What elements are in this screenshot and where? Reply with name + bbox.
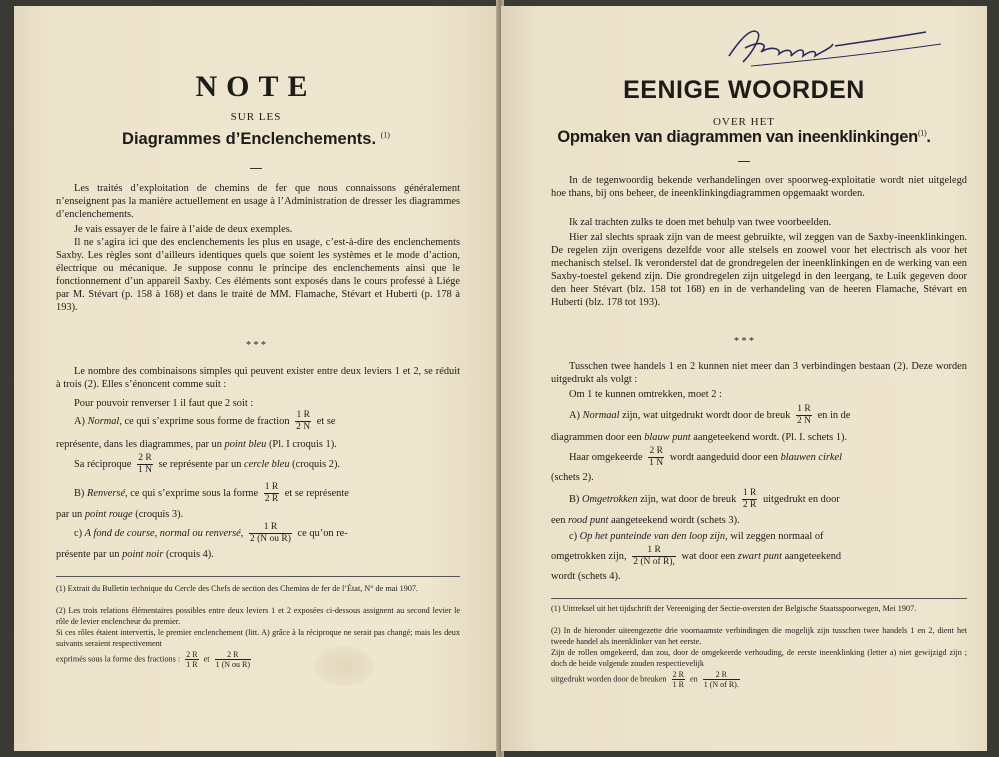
footnote-rule xyxy=(551,598,967,599)
right-page xyxy=(501,6,987,751)
left-paragraph-5 xyxy=(56,397,460,410)
right-paragraph-1 xyxy=(551,174,967,200)
fn-fraction-2r-1r: $\frac{2 R}{1 R}$ xyxy=(186,650,198,669)
left-case-c-line2: présente par un point noir (croquis 4). xyxy=(56,549,214,560)
right-footnote-1: (1) Uittreksel uit het tijdschrift der Vereeniging der Sectie-oversten der Belgische Staatsspoorwegen, Mei 1907. xyxy=(551,604,917,613)
subtitle-sur-les: SUR LES xyxy=(230,111,282,123)
section-stars: * * * xyxy=(246,340,266,351)
left-p4-text: Le nombre des combinaisons simples qui peuvent exister entre deux leviers 1 et 2, se réduit à trois (2). Elles s’énoncent comme suit : xyxy=(56,366,460,390)
left-p5-text: Pour pouvoir renverser 1 il faut que 2 soit : xyxy=(74,398,254,409)
left-reciprocal: Sa réciproque $\frac{2 R}{1 N}$ se représente par un cercle bleu (croquis 2). xyxy=(74,453,341,475)
right-p1-text: In de tegenwoordig bekende verhandelingen over spoorweg-exploitatie wordt niet uitgelegd hoe thans, bij ons beheer, de ineenklinkingdiagrammen opgemaakt worden. xyxy=(551,175,967,199)
right-case-c-line2: omgetrokken zijn, $\frac{1 R}{\text{2 (N of R),}}$ wat door een zwart punt aangeteekend xyxy=(551,545,842,567)
right-case-b: B) Omgetrokken zijn, wat door de breuk $\frac{1 R}{2 R}$ uitgedrukt en door xyxy=(569,488,840,510)
left-case-b: B) Renversé, ce qui s’exprime sous la forme $\frac{1 R}{2 R}$ et se représente xyxy=(74,482,349,504)
left-case-b-line2: par un point rouge (croquis 3). xyxy=(56,509,184,520)
right-heading: Opmaken van diagrammen van ineenklinkingen$^{(1)}$. xyxy=(557,128,931,146)
left-footnote-1: (1) Extrait du Bulletin technique du Cercle des Chefs de section des Chemins de fer de l’État, N° de mai 1907. xyxy=(56,584,419,593)
right-p5-text: Om 1 te kunnen omtrekken, moet 2 : xyxy=(569,389,722,400)
left-paragraph-1 xyxy=(56,182,460,221)
left-heading-footnote-ref: (1) xyxy=(380,130,390,140)
left-footnote-3: Si ces rôles étaient intervertis, le premier enclenchement (litt. A) grâce à la réciproque ne serait pas changé; mais les deux suivants seraient respectivement xyxy=(56,628,460,648)
right-heading-footnote-ref: (1) xyxy=(917,128,927,138)
divider-dash xyxy=(738,161,750,162)
fraction-1r-2n: $\frac{1 R}{2 N}$ xyxy=(296,410,311,432)
handwritten-signature xyxy=(721,18,961,78)
left-footnote-2: (2) Les trois relations élémentaires possibles entre deux leviers 1 et 2 exposées ci-dessous assignent au second levier le rôle de levier enclencheur du premier. xyxy=(56,606,460,626)
left-page xyxy=(14,6,498,751)
left-p1-text: Les traités d’exploitation de chemins de fer que nous connaissons généralement n’enseignent pas la manière actuellement en usage à l’Administration de dresser les diagrammes d’enclenchements. xyxy=(56,183,460,220)
left-heading xyxy=(14,130,498,149)
right-reciprocal: Haar omgekeerde $\frac{2 R}{1 N}$ wordt aangeduid door een blauwen cirkel xyxy=(569,446,843,468)
right-p2-text: Ik zal trachten zulks te doen met behulp van twee voorbeelden. xyxy=(569,217,832,228)
right-reciprocal-line2: (schets 2). xyxy=(551,472,594,483)
right-case-b-line2: een rood punt aangeteekend wordt (schets 3). xyxy=(551,515,740,526)
right-case-a-line2: diagrammen door een blauw punt aangeteekend wordt. (Pl. I. schets 1). xyxy=(551,432,848,443)
fraction-2r-1n: $\frac{2 R}{1 N}$ xyxy=(649,446,664,468)
fn-fraction-2r-1-n-of-r: $\frac{2 R}{\text{1 (N of R).}}$ xyxy=(703,670,739,689)
left-paragraph-4 xyxy=(56,365,460,391)
divider-dash xyxy=(250,168,262,169)
left-paragraph-2 xyxy=(56,223,460,236)
right-footnote-2: (2) In de hieronder uiteengezette drie voornaamste verbindingen die mogelijk zijn tusschen twee handels 1 en 2, dient het tweede handel als ineenklinker van het eerste. xyxy=(551,626,967,646)
right-p3-text: Hier zal slechts spraak zijn van de meest gebruikte, wil zeggen van de Saxby-ineenklinkingen. De regelen zijn overigens dezelfde voor alle stelsels en zoowel voor het electrisch als voor het mechanisch stelsel. Ik veronderstel dat de grondregelen der ineenklinkingen en de werking van een Saxby-toestel gekend zijn. Die grondregelen zijn uitgelegd in den leergang, te Luik gegeven door den heer Stévart (blz. 158 tot 168) en in de verhandeling van de heeren Flamache, Stévart en Huberti (blz. 178 tot 193). xyxy=(551,232,967,308)
right-paragraph-2 xyxy=(551,216,967,229)
right-p4-text: Tusschen twee handels 1 en 2 kunnen niet meer dan 3 verbindingen bestaan (2). Deze worden uitgedrukt als volgt : xyxy=(551,361,967,385)
left-p3-text: Il ne s’agira ici que des enclenchements les plus en usage, c’est-à-dire des enclenchements Saxby. Les règles sont d’ailleurs identiques quels que soient les systèmes et le mode d’action, électrique ou mécanique. Je suppose connu le principe des enclenchements ainsi que le fonctionnement d’un appareil Saxby. Ces éléments sont exposés dans le cours professé à Liége par M. Stévart (p. 158 à 168) et dans le traité de MM. Flamache, Stévart et Huberti (p. 178 à 193). xyxy=(56,237,460,313)
page-title-note: NOTE xyxy=(195,70,317,103)
left-paragraph-3 xyxy=(56,236,460,314)
footnote-rule xyxy=(56,576,460,577)
page-title-eenige-woorden: EENIGE WOORDEN xyxy=(623,76,865,104)
section-stars: * * * xyxy=(734,336,754,347)
fraction-2r-1n: $\frac{2 R}{1 N}$ xyxy=(138,453,153,475)
right-paragraph-3 xyxy=(551,231,967,309)
paper-stain xyxy=(314,646,374,686)
fn-fraction-2r-1-n-ou-r: $\frac{2 R}{\text{1 (N ou R)}}$ xyxy=(215,650,251,669)
left-case-a: A) Normal, ce qui s’exprime sous forme de fraction $\frac{1 R}{2 N}$ et se xyxy=(74,410,336,432)
fraction-1r-2-n-of-r: $\frac{1 R}{\text{2 (N of R),}}$ xyxy=(633,545,675,567)
right-footnote-4: uitgedrukt worden door de breuken $\frac{2 R}{1 R}$ en $\frac{2 R}{\text{1 (N of R).}}$ xyxy=(551,670,739,689)
fraction-1r-2n: $\frac{1 R}{2 N}$ xyxy=(796,404,811,426)
right-case-c-line3: wordt (schets 4). xyxy=(551,571,621,582)
left-case-a-line2: représente, dans les diagrammes, par un point bleu (Pl. I croquis 1). xyxy=(56,439,337,450)
right-case-c: c) Op het punteinde van den loop zijn, wil zeggen normaal of xyxy=(569,531,824,542)
fraction-1r-2r: $\frac{1 R}{2 R}$ xyxy=(742,488,757,510)
left-p2-text: Je vais essayer de le faire à l’aide de deux exemples. xyxy=(74,224,293,235)
subtitle-over-het: OVER HET xyxy=(712,116,776,128)
left-case-c: c) A fond de course, normal ou renversé, $\frac{1 R}{\text{2 (N ou R)}}$ ce qu’on re- xyxy=(74,522,348,544)
left-heading-text: Diagrammes d’Enclenchements. xyxy=(122,130,377,148)
right-footnote-3: Zijn de rollen omgekeerd, dan zou, door de omgekeerde verhouding, de eerste ineenklinking (letter a) niet gewijzigd zijn ; doch de beide volgende zouden respectievelijk xyxy=(551,648,967,668)
right-paragraph-4 xyxy=(551,360,967,386)
right-paragraph-5 xyxy=(551,388,967,401)
fraction-1r-2-n-ou-r: $\frac{1 R}{\text{2 (N ou R)}}$ xyxy=(250,522,291,544)
fraction-1r-2r: $\frac{1 R}{2 R}$ xyxy=(264,482,279,504)
fn-fraction-2r-1r: $\frac{2 R}{1 R}$ xyxy=(672,670,684,689)
right-case-a: A) Normaal zijn, wat uitgedrukt wordt door de breuk $\frac{1 R}{2 N}$ en in de xyxy=(569,404,851,426)
right-heading-text: Opmaken van diagrammen van ineenklinkingen xyxy=(557,128,918,146)
left-footnote-4: exprimés sous la forme des fractions : $\frac{2 R}{1 R}$ et $\frac{2 R}{\text{1 (N ou R)}}$ xyxy=(56,650,251,669)
